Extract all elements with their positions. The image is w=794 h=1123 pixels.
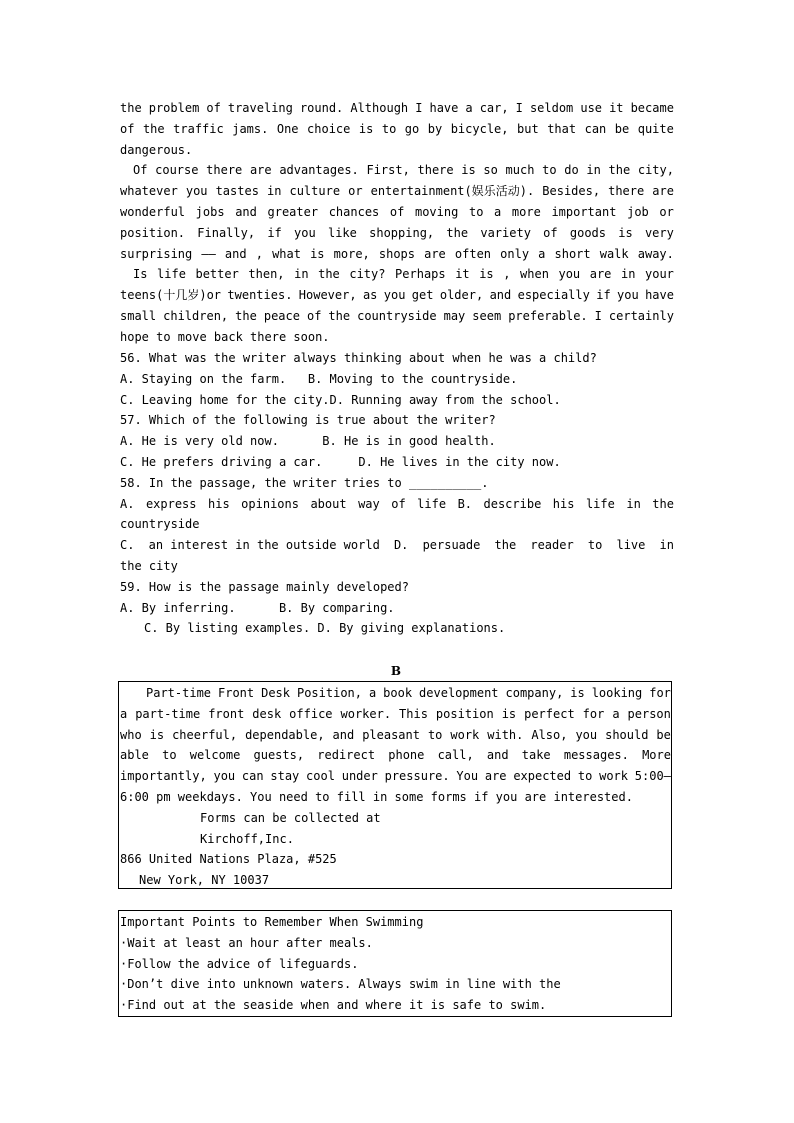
word: the	[318, 267, 340, 282]
word: seem	[472, 308, 502, 323]
word: a	[612, 706, 620, 721]
word: in	[266, 184, 282, 199]
word: More	[642, 748, 671, 763]
word: moving	[414, 204, 459, 219]
word: to	[542, 163, 557, 178]
passage-line	[120, 285, 674, 306]
word: be	[614, 121, 630, 136]
word: more,	[333, 246, 370, 261]
word: to	[381, 121, 397, 136]
word: advantages.	[279, 163, 359, 178]
word: front	[208, 706, 245, 721]
word: ——	[201, 246, 216, 261]
word: to	[162, 748, 177, 763]
word: A.	[120, 496, 135, 511]
word: in	[586, 163, 601, 178]
word: desk	[252, 706, 282, 721]
word: C.	[120, 538, 135, 553]
passage-line	[120, 264, 674, 285]
word: better	[195, 267, 239, 282]
ad-line	[120, 725, 671, 746]
ad-line	[120, 704, 671, 725]
word: entertainment(娱乐活动).	[370, 184, 535, 199]
word: I	[515, 101, 523, 115]
word: small	[120, 308, 157, 323]
word: company,	[505, 686, 564, 700]
word: describe	[483, 496, 542, 511]
word: to	[427, 727, 443, 742]
word: the	[120, 101, 142, 115]
word: opinions	[241, 496, 299, 511]
word: welcome	[189, 748, 241, 763]
word: you	[617, 288, 639, 303]
ad-line: 6:00 pm weekdays. You need to fill in some forms if you are interested.	[120, 789, 633, 804]
word: especially	[517, 288, 590, 303]
word: ,	[255, 246, 263, 261]
word: can	[241, 769, 264, 784]
word: the	[235, 308, 257, 323]
word: in	[294, 267, 309, 282]
word: there	[608, 184, 645, 199]
word: an interest in the outside world	[148, 538, 380, 553]
passage-line	[120, 223, 674, 244]
word: way	[358, 496, 380, 511]
word: twenties.	[227, 288, 293, 303]
word: work	[450, 727, 480, 742]
word: D.	[393, 538, 409, 553]
word: jams.	[232, 121, 269, 136]
word: Part-time	[146, 686, 212, 700]
word: the	[328, 308, 351, 323]
ad-line	[120, 766, 671, 787]
word: can	[584, 121, 607, 136]
word: perfect	[524, 706, 575, 721]
word: teens(十几岁)or	[120, 288, 222, 303]
word: there	[206, 163, 243, 178]
word: jobs	[195, 204, 225, 219]
word: I	[415, 101, 423, 115]
word: Besides,	[542, 184, 601, 199]
passage-line	[120, 160, 674, 181]
word: should	[605, 727, 649, 742]
word: is	[358, 121, 374, 136]
word: the	[142, 121, 165, 136]
word: so	[483, 163, 498, 178]
word: course	[155, 163, 199, 178]
word: the	[608, 163, 631, 178]
word: job	[627, 204, 649, 219]
word: stay	[270, 769, 300, 784]
word: have	[645, 288, 674, 303]
word: whatever	[120, 184, 178, 199]
word: who	[120, 727, 142, 742]
word: if	[267, 225, 282, 240]
word: part-time	[135, 706, 201, 721]
word: tastes	[215, 184, 259, 199]
passage-line	[120, 181, 674, 202]
word: life	[585, 496, 615, 511]
word: problem	[148, 101, 200, 115]
word: However,	[298, 288, 357, 303]
word: wonderful	[120, 204, 186, 219]
word: You	[456, 769, 479, 784]
option-57-cd: C. He prefers driving a car. D. He lives in the city now.	[120, 454, 561, 469]
word: under	[341, 769, 378, 784]
word: quite	[637, 121, 674, 136]
word: about	[310, 496, 347, 511]
word: for	[649, 686, 671, 700]
word: persuade	[422, 538, 481, 553]
word: important	[551, 204, 617, 219]
ad-forms-line: Forms can be collected at	[200, 810, 381, 825]
word: your	[645, 267, 674, 282]
word: Perhaps	[395, 267, 446, 282]
word: you	[294, 225, 316, 240]
swimming-tip: ·Wait at least an hour after meals.	[120, 935, 373, 950]
word: of	[543, 225, 558, 240]
word: looking	[591, 686, 643, 700]
passage-line: dangerous.	[120, 142, 193, 157]
word: and	[489, 288, 512, 303]
question-57: 57. Which of the following is true about the writer?	[120, 413, 496, 428]
word: when	[520, 267, 549, 282]
word: choice	[307, 121, 351, 136]
word: get	[411, 288, 434, 303]
word: and	[332, 727, 355, 742]
word: a	[368, 686, 377, 700]
word: seldom	[529, 101, 574, 115]
swimming-tips-title: Important Points to Remember When Swimming	[120, 915, 424, 929]
ad-line	[120, 683, 671, 704]
word: cool	[306, 769, 335, 784]
word: a	[120, 706, 128, 721]
word: is	[149, 727, 165, 742]
word: of	[120, 121, 135, 136]
questions	[120, 348, 674, 639]
word: countryside	[357, 308, 437, 323]
word: dependable,	[245, 727, 325, 742]
word: you	[575, 727, 598, 742]
swimming-tip: ·Don’t dive into unknown waters. Always swim in line with the	[120, 977, 561, 992]
word: as	[362, 288, 378, 303]
passage-line	[120, 202, 674, 223]
word: what	[272, 246, 301, 261]
section-b-label: B	[390, 664, 402, 678]
word: and	[224, 246, 247, 261]
word: reader	[530, 538, 574, 553]
passage-line	[120, 119, 674, 140]
word: are	[484, 769, 507, 784]
word: work	[599, 769, 628, 784]
passage-a	[120, 98, 674, 348]
word: is	[570, 686, 585, 700]
option-58-cd	[120, 535, 674, 556]
word: call,	[437, 748, 474, 763]
option-59-ab: A. By inferring. B. By comparing.	[120, 600, 395, 615]
word: of	[206, 101, 221, 115]
word: Desk	[261, 686, 290, 700]
word: guests,	[253, 748, 305, 763]
word: surprising	[120, 246, 193, 261]
word: that	[547, 121, 577, 136]
word: it	[609, 101, 624, 115]
passage-line	[120, 306, 674, 327]
word: the	[494, 538, 517, 553]
word: Is	[133, 267, 148, 282]
word: is	[618, 225, 633, 240]
word: and	[235, 204, 257, 219]
word: of	[306, 308, 322, 323]
word: with.	[487, 727, 524, 742]
word: is	[310, 246, 325, 261]
word: preferable.	[508, 308, 588, 323]
word: and	[486, 748, 509, 763]
word: the	[446, 225, 469, 240]
option-58-cd-cont: the city	[120, 558, 178, 573]
word: express	[145, 496, 197, 511]
word: worker.	[340, 706, 392, 721]
word: a	[465, 101, 473, 115]
word: Also,	[531, 727, 568, 742]
word: variety	[480, 225, 531, 240]
word: very	[644, 225, 674, 240]
word: take	[521, 748, 551, 763]
word: city,	[637, 163, 674, 178]
word: This	[399, 706, 428, 721]
word: position	[435, 706, 494, 721]
word: a	[538, 246, 546, 261]
word: are	[424, 246, 446, 261]
word: like	[327, 225, 357, 240]
word: person	[627, 706, 671, 721]
word: are	[652, 184, 674, 199]
swimming-tip: ·Find out at the seaside when and where it is safe to swim.	[120, 998, 547, 1013]
word: for	[582, 706, 605, 721]
word: or	[659, 204, 674, 219]
option-58-ab-cont: countryside	[120, 517, 200, 532]
word: became	[630, 101, 674, 115]
passage-line	[120, 98, 674, 119]
word: cheerful,	[172, 727, 238, 742]
word: Front	[218, 686, 255, 700]
word: I	[594, 308, 602, 323]
passage-line: hope to move back there soon.	[120, 329, 330, 344]
word: children,	[163, 308, 229, 323]
word: life	[417, 496, 447, 511]
word: you	[558, 267, 581, 282]
word: of	[389, 204, 405, 219]
word: a	[494, 204, 502, 219]
word: development	[419, 686, 499, 700]
word: chances	[328, 204, 380, 219]
word: go	[404, 121, 420, 136]
word: more	[511, 204, 541, 219]
word: messages.	[563, 748, 629, 763]
word: goods	[569, 225, 606, 240]
word: expected	[513, 769, 572, 784]
ad-address-line: 866 United Nations Plaza, #525	[120, 852, 337, 867]
word: may	[443, 308, 466, 323]
word: round.	[299, 101, 344, 115]
word: greater	[267, 204, 319, 219]
word: of	[391, 496, 406, 511]
word: you	[213, 769, 236, 784]
word: are	[589, 267, 612, 282]
word: able	[120, 748, 149, 763]
word: is	[479, 267, 494, 282]
ad-city-line: New York, NY 10037	[139, 873, 270, 888]
question-59: 59. How is the passage mainly developed?	[120, 579, 409, 594]
word: if	[596, 288, 611, 303]
word: traveling	[227, 101, 293, 115]
question-56: 56. What was the writer always thinking about when he was a child?	[120, 351, 597, 365]
word: to	[587, 538, 603, 553]
word: to	[577, 769, 593, 784]
word: only	[500, 246, 530, 261]
word: in	[659, 538, 674, 553]
word: short	[554, 246, 591, 261]
word: the	[652, 496, 674, 511]
word: ,	[503, 267, 511, 282]
word: shops	[378, 246, 415, 261]
word: much	[505, 163, 535, 178]
word: there	[417, 163, 454, 178]
word: but	[517, 121, 539, 136]
word: his	[552, 496, 575, 511]
word: walk	[599, 246, 629, 261]
word: Although	[350, 101, 409, 115]
word: you	[185, 184, 208, 199]
word: position.	[120, 225, 186, 240]
word: pleasant	[362, 727, 420, 742]
word: his	[208, 496, 230, 511]
question-58: 58. In the passage, the writer tries to __________.	[120, 475, 489, 490]
word: do	[564, 163, 579, 178]
word: to	[468, 204, 484, 219]
word: away.	[637, 246, 674, 261]
word: is	[501, 706, 517, 721]
word: phone	[388, 748, 425, 763]
word: car,	[479, 101, 509, 115]
word: are	[249, 163, 272, 178]
word: you	[383, 288, 406, 303]
option-59-cd: C. By listing examples. D. By giving explanations.	[144, 621, 506, 636]
option-56-cd: C. Leaving home for the city.D. Running away from the school.	[120, 392, 561, 407]
option-57-ab: A. He is very old now. B. He is in good health.	[120, 434, 496, 449]
word: then,	[248, 267, 285, 282]
word: certainly	[608, 308, 674, 323]
word: by	[427, 121, 443, 136]
word: First,	[366, 163, 410, 178]
word: older,	[439, 288, 484, 303]
word: book	[383, 686, 413, 700]
word: Position,	[296, 686, 362, 700]
word: in	[620, 267, 636, 282]
word: Finally,	[197, 225, 256, 240]
word: in	[626, 496, 641, 511]
word: One	[276, 121, 299, 136]
ad-company-line: Kirchoff,Inc.	[200, 831, 294, 846]
swimming-tips-box	[118, 910, 672, 1017]
word: office	[289, 706, 333, 721]
word: traffic	[173, 121, 224, 136]
word: 5:00—	[634, 769, 671, 784]
word: is	[461, 163, 476, 178]
word: B.	[457, 496, 473, 511]
passage-line	[120, 244, 674, 265]
word: bicycle,	[450, 121, 509, 136]
word: often	[454, 246, 492, 261]
word: pressure.	[384, 769, 450, 784]
word: have	[429, 101, 459, 115]
ad-line	[120, 745, 671, 766]
word: be	[656, 727, 671, 742]
option-56-ab: A. Staying on the farm. B. Moving to the countryside.	[120, 371, 518, 386]
job-ad-box	[118, 681, 672, 889]
word: live	[616, 538, 646, 553]
word: city?	[349, 267, 386, 282]
word: Of	[133, 163, 148, 178]
word: use	[580, 101, 603, 115]
word: peace	[263, 308, 300, 323]
option-58-ab	[120, 494, 674, 515]
word: shopping,	[369, 225, 435, 240]
word: life	[157, 267, 186, 282]
word: it	[455, 267, 470, 282]
word: culture	[289, 184, 341, 199]
word: or	[348, 184, 363, 199]
word: importantly,	[120, 769, 207, 784]
swimming-tip: ·Follow the advice of lifeguards.	[120, 956, 359, 971]
word: redirect	[317, 748, 376, 763]
